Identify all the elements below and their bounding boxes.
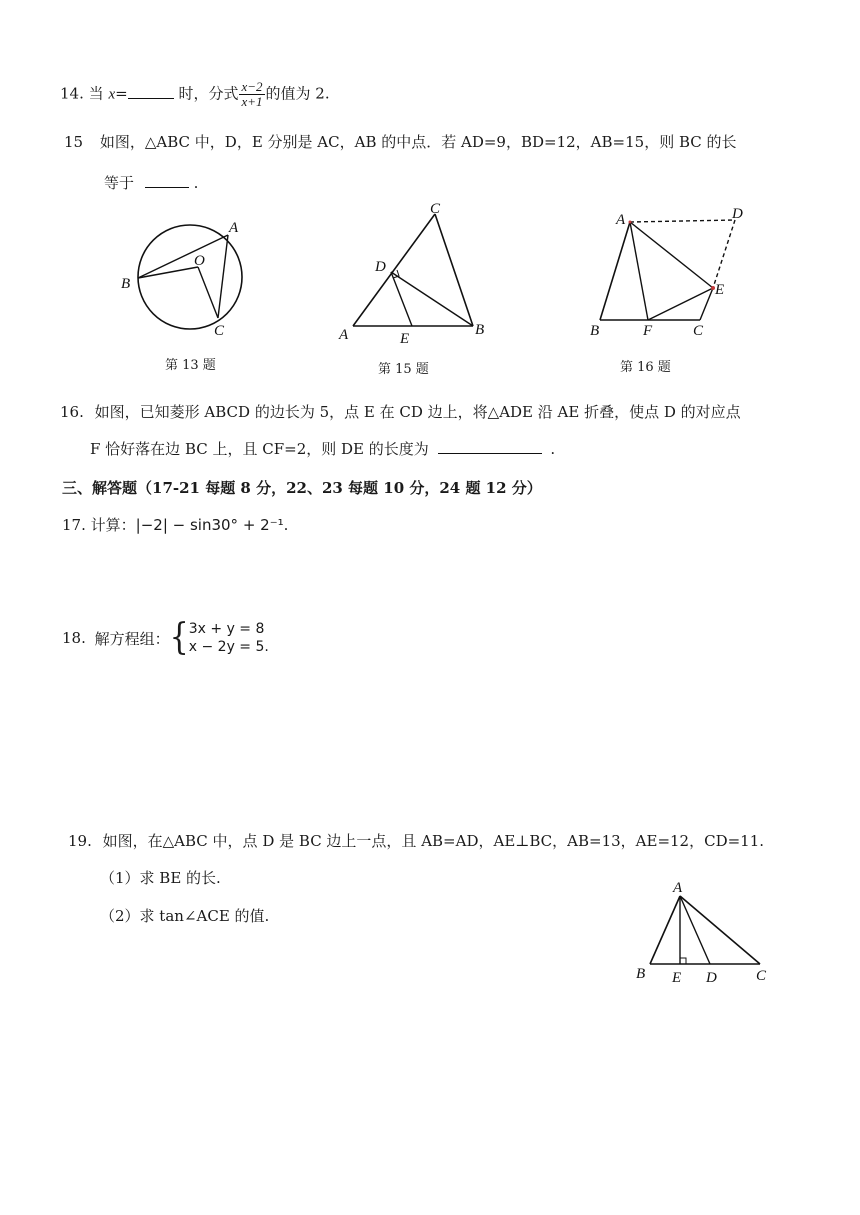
figure-caption: 第 16 题 bbox=[620, 360, 671, 375]
question-label: 计算： bbox=[90, 516, 136, 534]
fraction-denominator: x+1 bbox=[241, 94, 263, 109]
figure-19 bbox=[628, 872, 778, 990]
question-text: F 恰好落在边 BC 上，且 CF=2，则 DE 的长度为 bbox=[90, 440, 429, 458]
question-number: 15 bbox=[64, 133, 84, 151]
figure-15 bbox=[335, 198, 495, 348]
figure-13 bbox=[110, 205, 260, 345]
question-text: 时，分式 bbox=[178, 84, 239, 103]
question-number: 18. bbox=[62, 629, 86, 647]
figure-caption: 第 13 题 bbox=[165, 358, 216, 373]
question-16 bbox=[60, 401, 741, 422]
point-label-e: E bbox=[715, 282, 725, 298]
point-label-f: F bbox=[643, 323, 653, 339]
question-text: 如图，在△ABC 中，点 D 是 BC 边上一点，且 AB=AD，AE⊥BC，AB=13，AE=12，CD=11. bbox=[102, 832, 765, 850]
point-label-e: E bbox=[672, 970, 682, 986]
period: . bbox=[193, 174, 199, 192]
question-text: 的值为 2. bbox=[265, 84, 330, 103]
question-text: 如图，已知菱形 ABCD 的边长为 5，点 E 在 CD 边上，将△ADE 沿 AE 折叠，使点 D 的对应点 bbox=[94, 403, 741, 421]
question-number: 19. bbox=[68, 832, 92, 850]
point-label-a: A bbox=[616, 212, 626, 228]
point-label-b: B bbox=[475, 322, 485, 338]
figure-16 bbox=[585, 200, 755, 345]
section-heading: 三、解答题（17-21 每题 8 分，22、23 每题 10 分，24 题 12 分） bbox=[62, 479, 542, 497]
point-label-o: O bbox=[194, 253, 205, 269]
figure-caption: 第 15 题 bbox=[378, 362, 429, 377]
equation-system bbox=[189, 620, 269, 656]
question-17 bbox=[62, 514, 288, 535]
question-19-part1: （1）求 BE 的长. bbox=[100, 869, 221, 887]
point-label-c: C bbox=[214, 323, 225, 339]
brace-icon: { bbox=[169, 616, 189, 659]
point-label-d: D bbox=[375, 259, 386, 275]
question-text: 等于 bbox=[104, 174, 135, 192]
equation-2 bbox=[189, 638, 269, 656]
point-label-a: A bbox=[673, 880, 683, 896]
question-number: 14. bbox=[60, 84, 84, 103]
question-19-part2: （2）求 tan∠ACE 的值. bbox=[100, 907, 270, 925]
question-16-line2 bbox=[90, 438, 555, 459]
question-text: 如图，△ABC 中，D，E 分别是 AC，AB 的中点．若 AD=9，BD=12，AB=15，则 BC 的长 bbox=[99, 133, 737, 151]
equation-1: 3x + y = 8 bbox=[188, 621, 265, 637]
question-15 bbox=[64, 131, 737, 152]
question-15-line2 bbox=[104, 172, 198, 193]
equals-sign: = bbox=[115, 84, 128, 103]
point-label-b: B bbox=[636, 966, 646, 982]
point-label-c: C bbox=[756, 968, 767, 984]
period: . bbox=[550, 440, 556, 458]
point-label-b: B bbox=[121, 276, 131, 292]
point-label-c: C bbox=[693, 323, 704, 339]
question-19 bbox=[68, 830, 764, 851]
answer-blank[interactable] bbox=[438, 439, 542, 454]
fraction-numerator: x−2 bbox=[241, 79, 263, 94]
point-label-d: D bbox=[706, 970, 717, 986]
point-label-c: C bbox=[430, 201, 441, 217]
point-label-a: A bbox=[339, 327, 349, 343]
equation-2-text: x − 2y = 5 bbox=[188, 639, 265, 655]
answer-blank[interactable] bbox=[145, 173, 189, 188]
point-label-a: A bbox=[229, 220, 239, 236]
question-14 bbox=[60, 80, 330, 109]
question-label: 解方程组： bbox=[94, 629, 170, 648]
period: . bbox=[264, 639, 269, 655]
variable-x: x bbox=[108, 86, 116, 103]
question-number: 16. bbox=[60, 403, 84, 421]
fraction bbox=[239, 80, 264, 109]
math-expression: |−2| − sin30° + 2⁻¹. bbox=[135, 516, 289, 534]
question-18 bbox=[62, 616, 269, 659]
point-label-e: E bbox=[400, 331, 410, 347]
point-label-d: D bbox=[732, 206, 743, 222]
question-text: 当 bbox=[88, 84, 104, 103]
question-number: 17. bbox=[62, 516, 86, 534]
answer-blank[interactable] bbox=[128, 84, 174, 99]
point-label-b: B bbox=[590, 323, 600, 339]
